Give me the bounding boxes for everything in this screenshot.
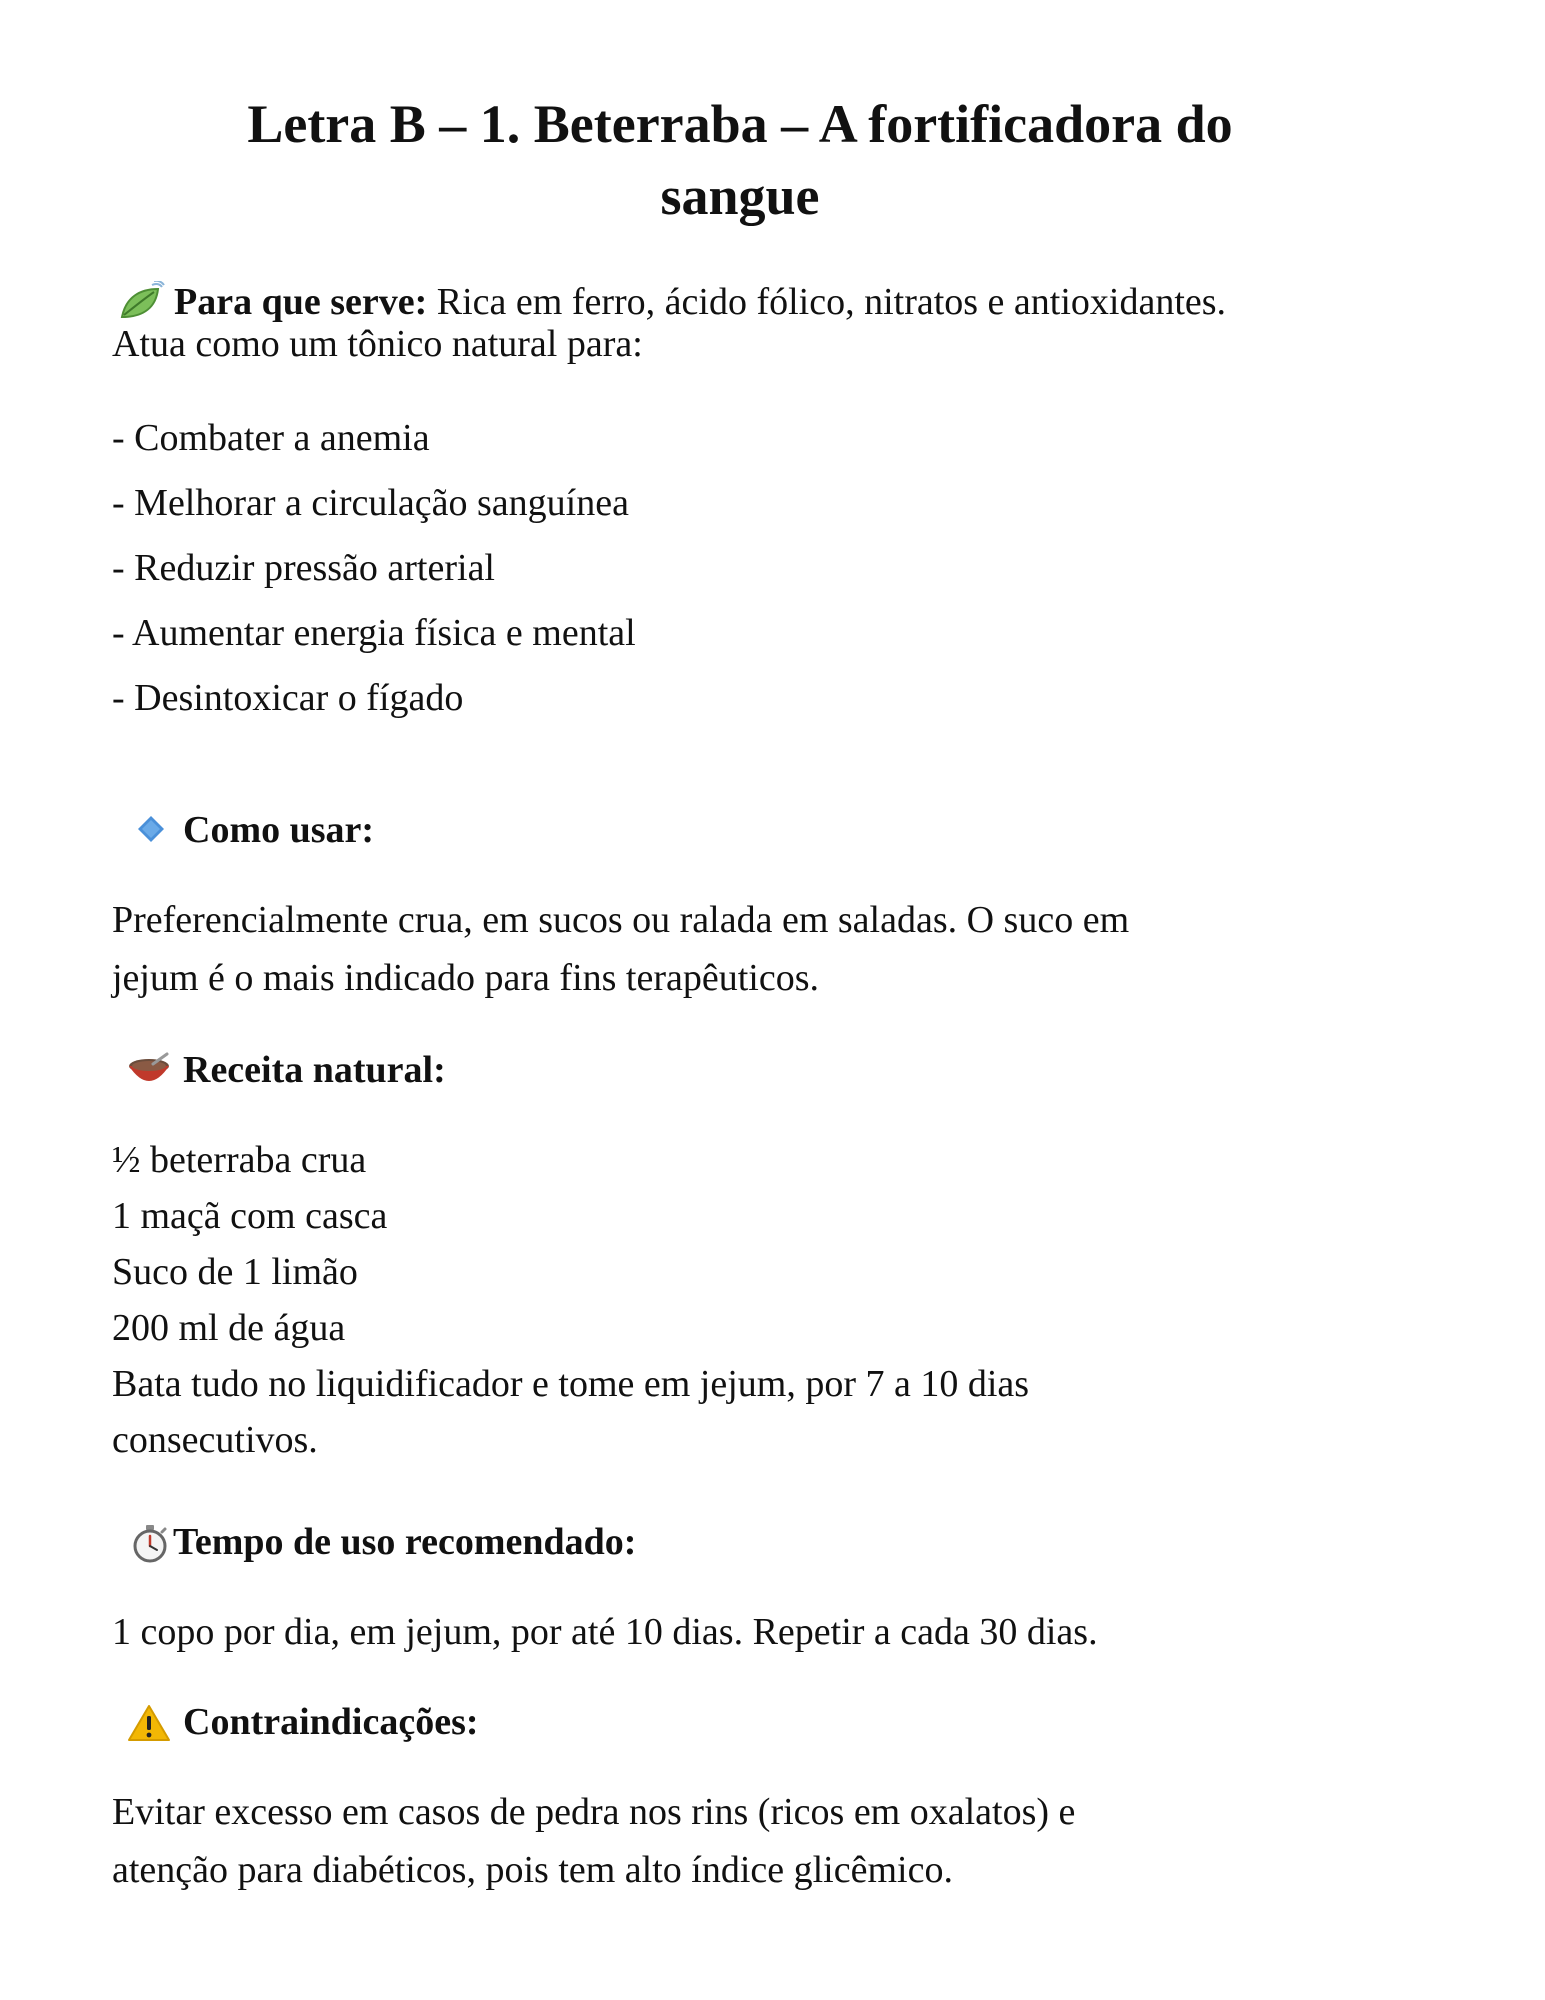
title-line-2: sangue xyxy=(660,166,820,226)
contraindicacoes-heading: Contraindicações: xyxy=(183,1701,479,1743)
contraindicacoes-line-2: atenção para diabéticos, pois tem alto índice glicêmico. xyxy=(112,1849,953,1891)
contraindicacoes-line-1: Evitar excesso em casos de pedra nos rins (ricos em oxalatos) e xyxy=(112,1791,1076,1833)
recipe-line: 200 ml de água xyxy=(112,1307,346,1349)
receita-text xyxy=(112,1132,1442,1468)
tempo-text: 1 copo por dia, em jejum, por até 10 dias. Repetir a cada 30 dias. xyxy=(112,1611,1098,1653)
title-line-1: Letra B – 1. Beterraba – A fortificadora do xyxy=(247,94,1233,154)
recipe-line: consecutivos. xyxy=(112,1419,318,1461)
bowl-icon xyxy=(127,1052,171,1090)
para-que-serve-label: Para que serve: xyxy=(174,281,428,323)
list-item: - Reduzir pressão arterial xyxy=(112,547,495,589)
recipe-line: ½ beterraba crua xyxy=(112,1139,367,1181)
como-usar-text xyxy=(112,892,1442,1006)
page-title xyxy=(150,88,1330,232)
stopwatch-icon xyxy=(131,1524,169,1564)
list-item: - Combater a anemia xyxy=(112,417,430,459)
como-usar-heading: Como usar: xyxy=(183,809,375,851)
recipe-line: Bata tudo no liquidificador e tome em jejum, por 7 a 10 dias xyxy=(112,1363,1030,1405)
para-que-serve-text-2: Atua como um tônico natural para: xyxy=(112,323,643,365)
recipe-line: 1 maçã com casca xyxy=(112,1195,388,1237)
blue-diamond-icon xyxy=(137,815,165,843)
como-usar-line-1: Preferencialmente crua, em sucos ou ralada em saladas. O suco em xyxy=(112,899,1130,941)
recipe-line: Suco de 1 limão xyxy=(112,1251,358,1293)
list-item: - Desintoxicar o fígado xyxy=(112,677,464,719)
tempo-heading: Tempo de uso recomendado: xyxy=(173,1521,637,1563)
receita-heading: Receita natural: xyxy=(183,1049,446,1091)
contraindicacoes-text xyxy=(112,1784,1442,1898)
warning-icon xyxy=(127,1704,171,1742)
leaf-icon xyxy=(118,281,166,321)
como-usar-line-2: jejum é o mais indicado para fins terapêuticos. xyxy=(112,957,819,999)
list-item: - Aumentar energia física e mental xyxy=(112,612,636,654)
para-que-serve-text: Rica em ferro, ácido fólico, nitratos e antioxidantes. xyxy=(427,281,1227,323)
benefits-list xyxy=(112,410,1442,735)
list-item: - Melhorar a circulação sanguínea xyxy=(112,482,629,524)
